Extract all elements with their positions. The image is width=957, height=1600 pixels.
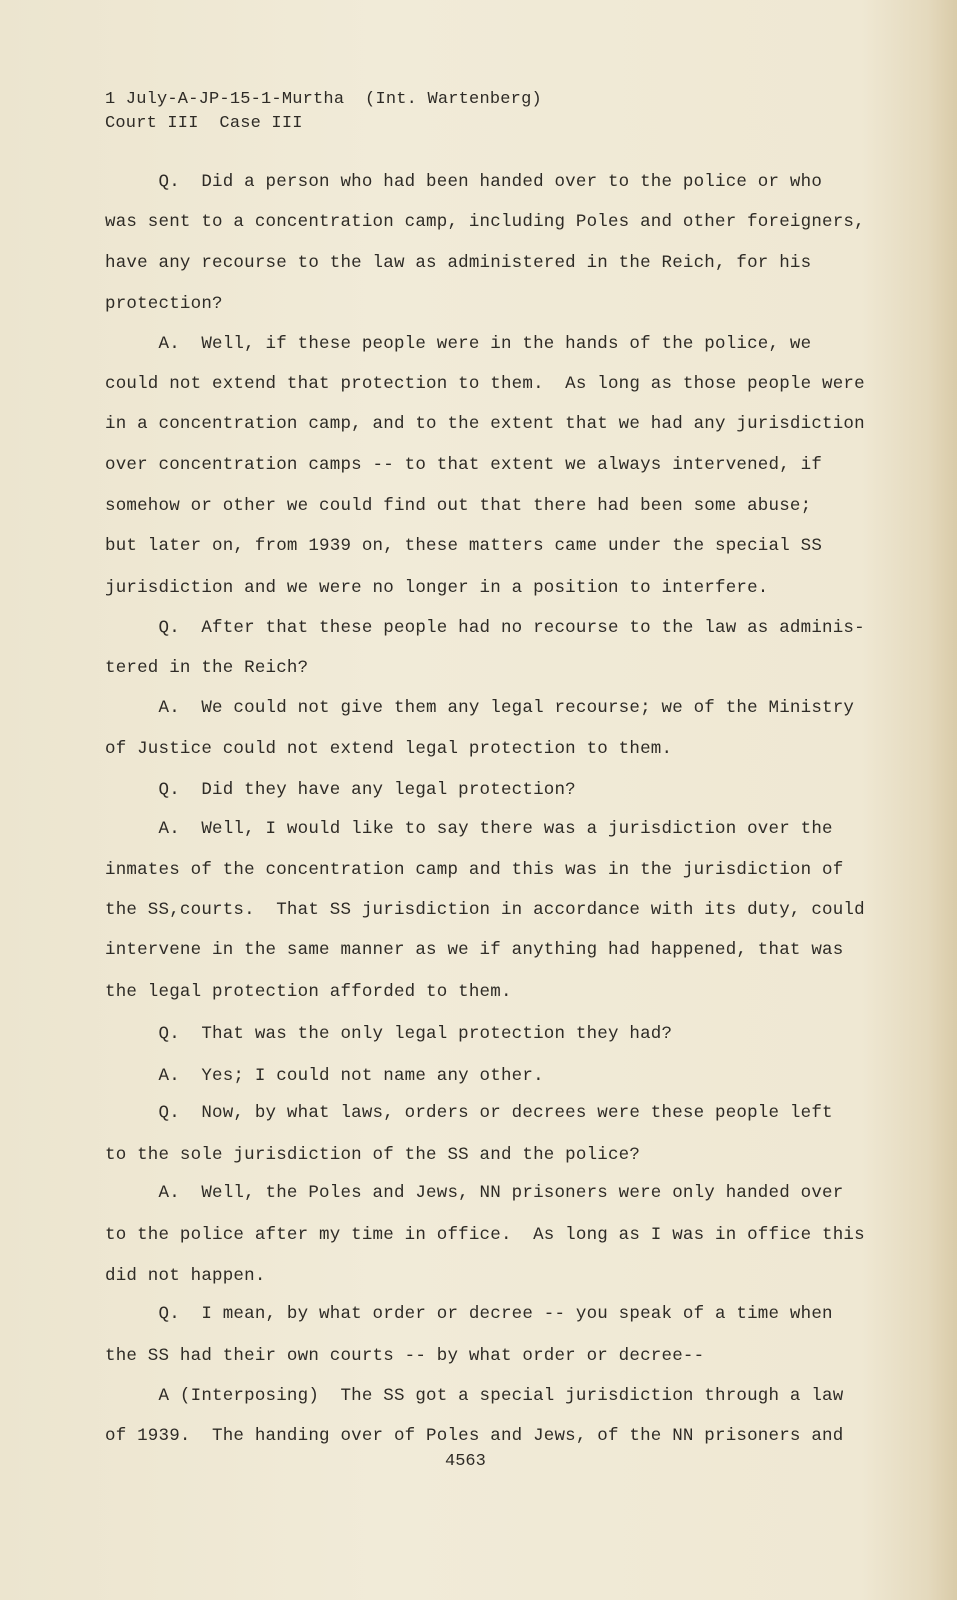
transcript-line: but later on, from 1939 on, these matters came under the special SS xyxy=(105,536,823,556)
transcript-line: the SS,courts. That SS jurisdiction in accordance with its duty, could xyxy=(105,900,865,920)
transcript-line: A. We could not give them any legal recourse; we of the Ministry xyxy=(105,698,855,718)
transcript-line: to the sole jurisdiction of the SS and the police? xyxy=(105,1145,641,1165)
transcript-line: could not extend that protection to them. As long as those people were xyxy=(105,374,865,394)
transcript-line: of Justice could not extend legal protection to them. xyxy=(105,739,673,759)
transcript-line: intervene in the same manner as we if anything had happened, that was xyxy=(105,940,844,960)
transcript-line: A (Interposing) The SS got a special jurisdiction through a law xyxy=(105,1386,844,1406)
transcript-line: over concentration camps -- to that extent we always intervened, if xyxy=(105,455,823,475)
transcript-line: the SS had their own courts -- by what order or decree-- xyxy=(105,1346,705,1366)
transcript-line: Q. Did they have any legal protection? xyxy=(105,780,576,800)
header-line-2: Court III Case III xyxy=(105,114,303,133)
transcript-line: A. Well, I would like to say there was a jurisdiction over the xyxy=(105,819,833,839)
transcript-line: Q. Now, by what laws, orders or decrees were these people left xyxy=(105,1103,833,1123)
transcript-line: somehow or other we could find out that there had been some abuse; xyxy=(105,496,812,516)
transcript-line: the legal protection afforded to them. xyxy=(105,982,512,1002)
transcript-line: Q. I mean, by what order or decree -- you speak of a time when xyxy=(105,1304,833,1324)
transcript-line: tered in the Reich? xyxy=(105,658,309,678)
transcript-line: did not happen. xyxy=(105,1266,266,1286)
transcript-line: Q. That was the only legal protection they had? xyxy=(105,1024,673,1044)
transcript-line: Q. After that these people had no recourse to the law as adminis- xyxy=(105,618,865,638)
transcript-line: Q. Did a person who had been handed over to the police or who xyxy=(105,172,823,192)
transcript-line: to the police after my time in office. As long as I was in office this xyxy=(105,1225,865,1245)
transcript-line: jurisdiction and we were no longer in a position to interfere. xyxy=(105,578,769,598)
page-number: 4563 xyxy=(445,1452,486,1471)
transcript-line: of 1939. The handing over of Poles and Jews, of the NN prisoners and xyxy=(105,1426,844,1446)
transcript-line: protection? xyxy=(105,294,223,314)
transcript-line: have any recourse to the law as administered in the Reich, for his xyxy=(105,253,812,273)
transcript-line: A. Yes; I could not name any other. xyxy=(105,1066,544,1086)
transcript-line: inmates of the concentration camp and this was in the jurisdiction of xyxy=(105,860,844,880)
header-line-1: 1 July-A-JP-15-1-Murtha (Int. Wartenberg) xyxy=(105,90,542,109)
transcript-line: A. Well, if these people were in the hands of the police, we xyxy=(105,334,812,354)
transcript-line: in a concentration camp, and to the extent that we had any jurisdiction xyxy=(105,414,865,434)
transcript-line: A. Well, the Poles and Jews, NN prisoners were only handed over xyxy=(105,1183,844,1203)
transcript-line: was sent to a concentration camp, including Poles and other foreigners, xyxy=(105,212,865,232)
